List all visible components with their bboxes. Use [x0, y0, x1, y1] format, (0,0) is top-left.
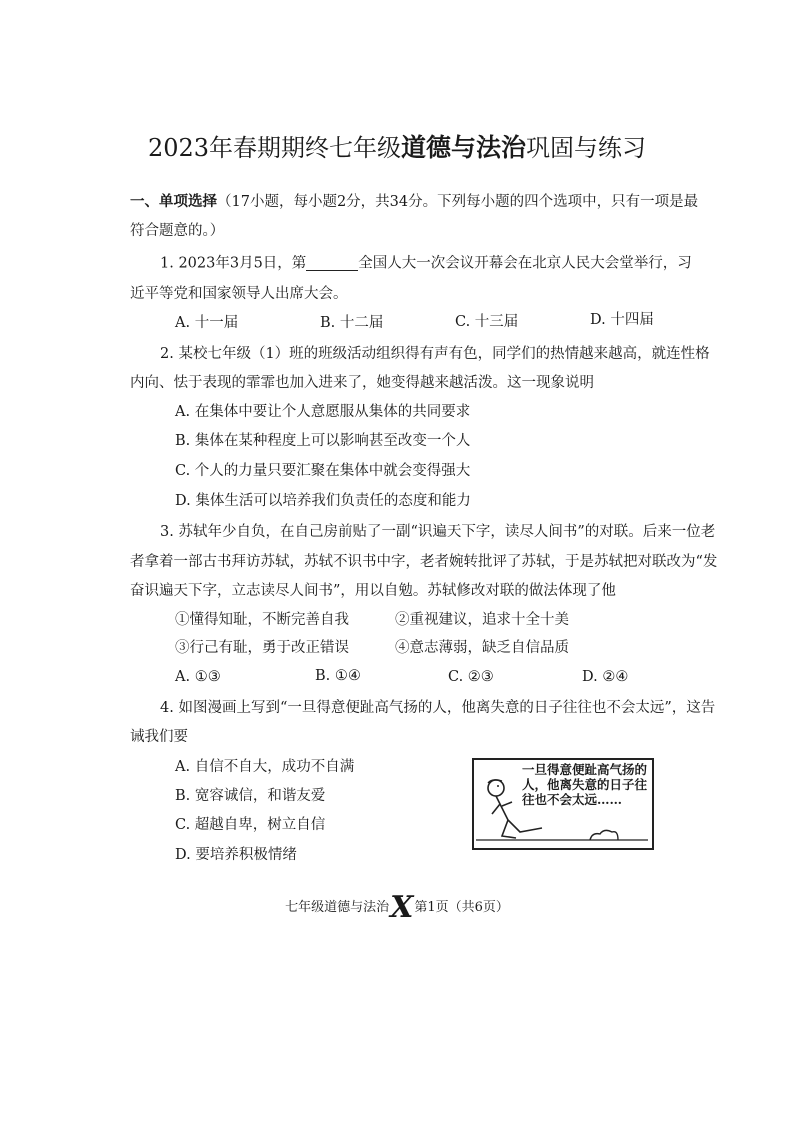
footer-mark: X [390, 890, 414, 925]
section-heading: 一、单项选择 [130, 193, 217, 210]
title-suffix: 巩固与练习 [526, 134, 647, 162]
answer-blank [306, 256, 358, 271]
q2-option-a: A. 在集体中要让个人意愿服从集体的共同要求 [175, 404, 471, 420]
q2-option-c: C. 个人的力量只要汇聚在集体中就会变得强大 [175, 463, 471, 479]
section-instructions-line1: （17小题，每小题2分，共34分。下列每小题的四个选项中，只有一项是最 [217, 194, 699, 210]
cartoon-illustration [472, 758, 654, 850]
q4-option-a: A. 自信不自大，成功不自满 [175, 759, 355, 775]
title-subject: 道德与法治 [401, 133, 527, 162]
q3-option-a: A. ①③ [175, 669, 221, 685]
q4-option-c: C. 超越自卑，树立自信 [175, 817, 326, 833]
page-title [0, 128, 794, 164]
question-2-stem-line1: 2. 某校七年级（1）班的班级活动组织得有声有色，同学们的热情越来越高，就连性格 [160, 346, 710, 362]
section-instructions-line2: 符合题意的。） [130, 223, 225, 239]
q3-statement-1: ①懂得知耻，不断完善自我 [175, 612, 349, 628]
question-1-stem-line2: 近平等党和国家领导人出席大会。 [130, 286, 348, 302]
question-3-stem-line2: 者拿着一部古书拜访苏轼，苏轼不识书中字，老者婉转批评了苏轼，于是苏轼把对联改为“发 [130, 554, 718, 570]
q1-option-c: C. 十三届 [455, 314, 519, 330]
q1-option-d: D. 十四届 [590, 312, 654, 328]
q3-statement-2: ②重视建议，追求十全十美 [395, 612, 569, 628]
q2-option-b: B. 集体在某种程度上可以影响甚至改变一个人 [175, 433, 471, 449]
q3-statement-4: ④意志薄弱，缺乏自信品质 [395, 640, 569, 656]
q4-option-d: D. 要培养积极情绪 [175, 847, 297, 863]
footer-subject: 七年级道德与法治 [285, 900, 390, 915]
title-prefix: 2023年春期期终七年级 [147, 134, 402, 162]
q3-option-d: D. ②④ [582, 669, 629, 685]
question-3-stem-line1: 3. 苏轼年少自负，在自己房前贴了一副“识遍天下字，读尽人间书”的对联。后来一位老 [160, 524, 716, 540]
question-2-stem-line2: 内向、怯于表现的霏霏也加入进来了，她变得越来越活泼。这一现象说明 [130, 375, 594, 391]
q4-option-b: B. 宽容诚信，和谐友爱 [175, 788, 326, 804]
page-footer [0, 890, 794, 925]
question-3-stem-line3: 奋识遍天下字，立志读尽人间书”，用以自勉。苏轼修改对联的做法体现了他 [130, 583, 616, 599]
question-4-stem-line2: 诫我们要 [130, 729, 188, 745]
q2-option-d: D. 集体生活可以培养我们负责任的态度和能力 [175, 493, 471, 509]
cartoon-caption-line3: 往也不会太远…… [522, 792, 623, 807]
q1-option-b: B. 十二届 [320, 315, 384, 331]
section-instructions [130, 195, 698, 210]
q3-option-b: B. ①④ [315, 668, 361, 684]
q3-option-c: C. ②③ [448, 669, 494, 685]
q3-statement-3: ③行己有耻，勇于改正错误 [175, 640, 349, 656]
cartoon-caption-line2: 人，他离失意的日子往 [522, 777, 648, 792]
cartoon-caption-line1: 一旦得意便趾高气扬的 [522, 762, 648, 777]
footer-page-number: 第1页（共6页） [414, 900, 509, 915]
question-1-stem-line1: 1. 2023年3月5日，第 全国人大一次会议开幕会在北京人民大会堂举行，习 [160, 255, 692, 272]
q1-option-a: A. 十一届 [175, 315, 239, 331]
question-4-stem-line1: 4. 如图漫画上写到“一旦得意便趾高气扬的人，他离失意的日子往往也不会太远”，这告 [160, 700, 716, 716]
